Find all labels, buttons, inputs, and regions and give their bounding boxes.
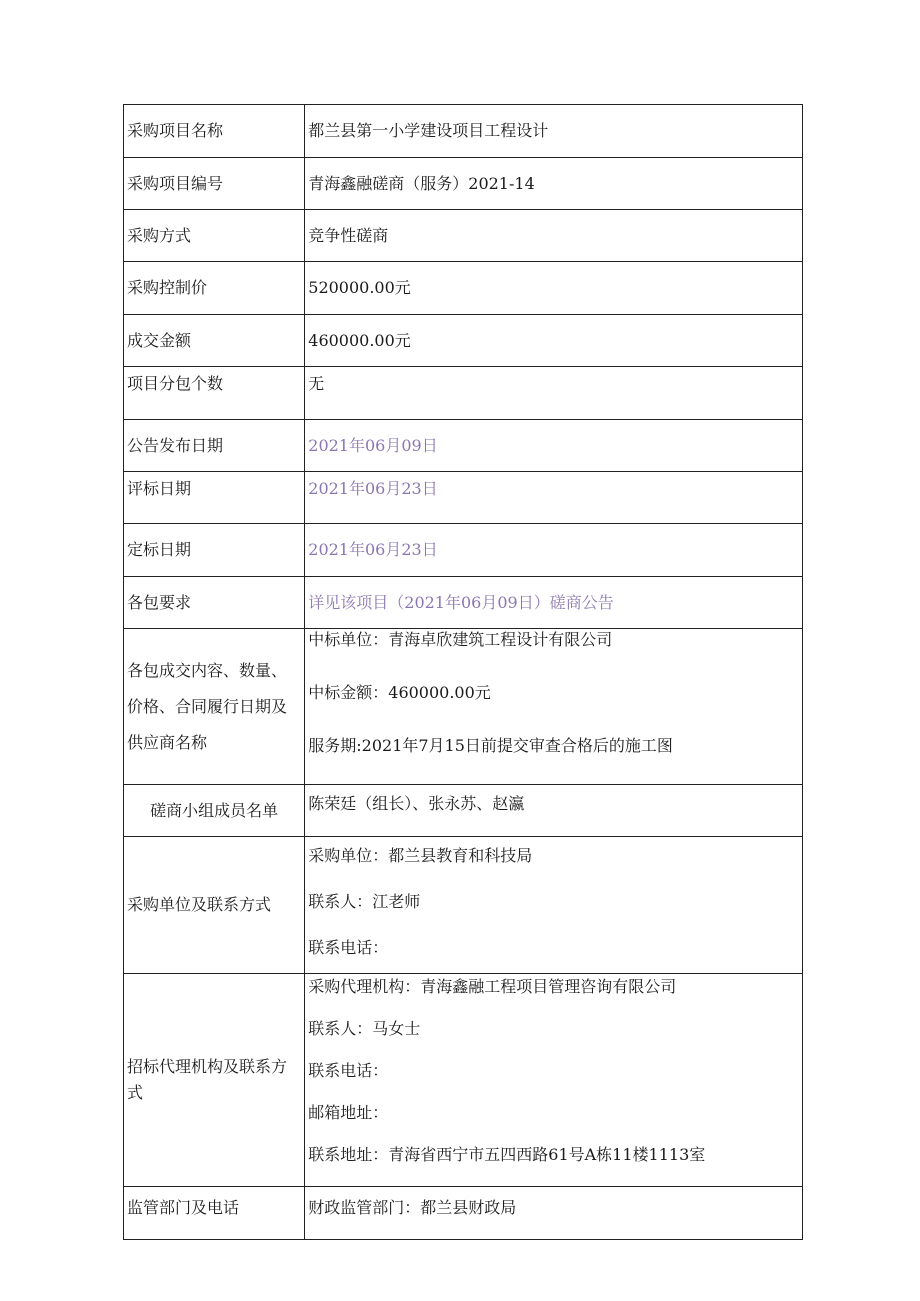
row-deal-amount bbox=[124, 315, 803, 367]
label-supervision: 监管部门及电话 bbox=[124, 1187, 305, 1240]
contract-amount: 中标金额：460000.00元 bbox=[308, 683, 491, 702]
row-requirements bbox=[124, 577, 803, 629]
value-deal-amount: 460000.00元 bbox=[305, 315, 803, 367]
row-panel bbox=[124, 785, 803, 837]
label-buyer: 采购单位及联系方式 bbox=[124, 837, 305, 974]
row-project-no bbox=[124, 158, 803, 210]
value-requirements: 详见该项目（2021年06月09日）磋商公告 bbox=[305, 577, 803, 629]
contract-service-period: 服务期:2021年7月15日前提交审查合格后的施工图 bbox=[308, 736, 673, 755]
row-contract bbox=[124, 629, 803, 785]
value-method: 竞争性磋商 bbox=[305, 210, 803, 262]
agent-address: 联系地址：青海省西宁市五四西路61号A栋11楼1113室 bbox=[308, 1145, 706, 1164]
label-project-no: 采购项目编号 bbox=[124, 158, 305, 210]
value-panel: 陈荣廷（组长）、张永苏、赵瀛 bbox=[305, 785, 803, 837]
row-project-name bbox=[124, 105, 803, 158]
row-award-date bbox=[124, 524, 803, 577]
value-agent bbox=[305, 974, 803, 1187]
row-eval-date bbox=[124, 472, 803, 524]
agent-contact: 联系人：马女士 bbox=[308, 1019, 421, 1038]
label-eval-date: 评标日期 bbox=[124, 472, 305, 524]
agent-phone: 联系电话： bbox=[308, 1061, 389, 1080]
label-publish-date: 公告发布日期 bbox=[124, 420, 305, 472]
buyer-contact: 联系人：江老师 bbox=[308, 892, 421, 911]
agent-org: 采购代理机构：青海鑫融工程项目管理咨询有限公司 bbox=[308, 977, 677, 996]
value-project-name: 都兰县第一小学建设项目工程设计 bbox=[305, 105, 803, 158]
row-packages bbox=[124, 367, 803, 420]
label-control-price: 采购控制价 bbox=[124, 262, 305, 315]
buyer-phone: 联系电话： bbox=[308, 938, 389, 957]
label-award-date: 定标日期 bbox=[124, 524, 305, 577]
label-project-name: 采购项目名称 bbox=[124, 105, 305, 158]
contract-winner: 中标单位：青海卓欣建筑工程设计有限公司 bbox=[308, 630, 613, 649]
row-method bbox=[124, 210, 803, 262]
agent-email: 邮箱地址： bbox=[308, 1103, 389, 1122]
value-contract bbox=[305, 629, 803, 785]
label-method: 采购方式 bbox=[124, 210, 305, 262]
value-packages: 无 bbox=[305, 367, 803, 420]
label-agent: 招标代理机构及联系方式 bbox=[124, 974, 305, 1187]
value-control-price: 520000.00元 bbox=[305, 262, 803, 315]
label-deal-amount: 成交金额 bbox=[124, 315, 305, 367]
value-buyer bbox=[305, 837, 803, 974]
procurement-result-table bbox=[123, 104, 803, 1240]
label-requirements: 各包要求 bbox=[124, 577, 305, 629]
label-packages: 项目分包个数 bbox=[124, 367, 305, 420]
label-contract: 各包成交内容、数量、价格、合同履行日期及供应商名称 bbox=[124, 629, 305, 785]
value-project-no: 青海鑫融磋商（服务）2021-14 bbox=[305, 158, 803, 210]
row-publish-date bbox=[124, 420, 803, 472]
value-publish-date: 2021年06月09日 bbox=[305, 420, 803, 472]
row-supervision bbox=[124, 1187, 803, 1240]
buyer-unit: 采购单位：都兰县教育和科技局 bbox=[308, 846, 533, 865]
value-eval-date: 2021年06月23日 bbox=[305, 472, 803, 524]
label-panel: 磋商小组成员名单 bbox=[124, 785, 305, 837]
value-award-date: 2021年06月23日 bbox=[305, 524, 803, 577]
row-agent bbox=[124, 974, 803, 1187]
row-control-price bbox=[124, 262, 803, 315]
value-supervision: 财政监管部门：都兰县财政局 bbox=[305, 1187, 803, 1240]
row-buyer bbox=[124, 837, 803, 974]
